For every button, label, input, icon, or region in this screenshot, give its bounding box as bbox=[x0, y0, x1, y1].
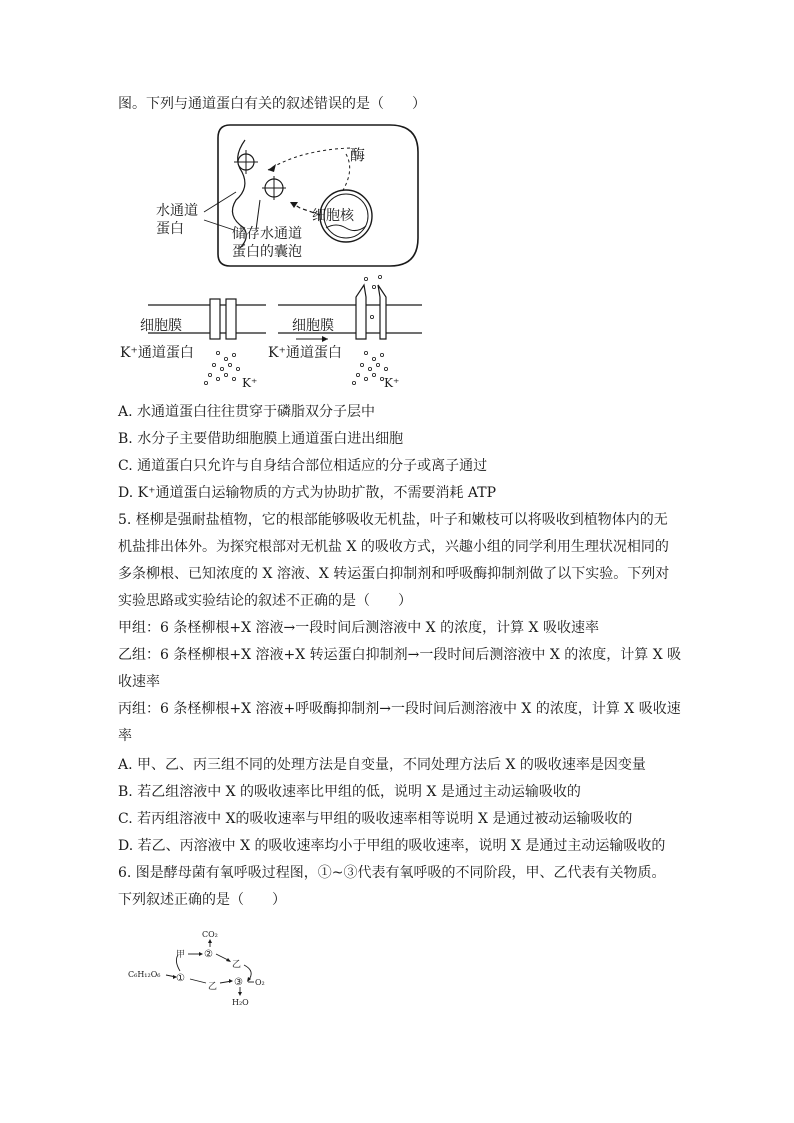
q5-line: 多条柳根、已知浓度的 X 溶液、X 转运蛋白抑制剂和呼吸酶抑制剂做了以下实验。下列对 bbox=[118, 566, 670, 582]
stage2-label: ② bbox=[204, 949, 213, 960]
q5-line: 实验思路或实验结论的叙述不正确的是（ ） bbox=[118, 593, 412, 609]
k-ions-left bbox=[204, 351, 239, 384]
enzyme-label: 酶 bbox=[350, 146, 366, 164]
k-channel-right-a bbox=[356, 285, 366, 339]
channel-left-label: K⁺通道蛋白 bbox=[120, 345, 194, 361]
q4-option-a: A. 水通道蛋白往往贯穿于磷脂双分子层中 bbox=[118, 404, 376, 420]
k-channel-left-b bbox=[226, 299, 236, 339]
vesicle-label-1: 储存水通道 bbox=[232, 226, 302, 242]
water-channel-protein bbox=[234, 150, 258, 174]
h2o-label: H₂O bbox=[232, 998, 249, 1007]
q4-option-c: C. 通道蛋白只允许与自身结合部位相适应的分子或离子通过 bbox=[118, 458, 488, 474]
respiration-figure bbox=[126, 925, 276, 1007]
membrane-left-label: 细胞膜 bbox=[140, 318, 182, 334]
q5-group-yi: 乙组：6 条柽柳根+X 溶液+X 转运蛋白抑制剂→一段时间后测溶液中 X 的浓度，计算 X 吸 bbox=[118, 647, 682, 663]
stage3-label: ③ bbox=[234, 977, 243, 988]
yi-top-label: 乙 bbox=[232, 960, 242, 970]
k-channel-right-b bbox=[378, 285, 386, 339]
q5-option-d: D. 若乙、丙溶液中 X 的吸收速率均小于甲组的吸收速率，说明 X 是通过主动运输吸收的 bbox=[118, 838, 666, 854]
q5-line: 5. 柽柳是强耐盐植物，它的根部能够吸收无机盐，叶子和嫩枝可以将吸收到植物体内的无 bbox=[118, 512, 668, 528]
q5-line: 机盐排出体外。为探究根部对无机盐 X 的吸收方式，兴趣小组的同学利用生理状况相同的 bbox=[118, 539, 669, 555]
stage1-label: ① bbox=[176, 973, 185, 984]
membrane-right-label: 细胞膜 bbox=[292, 318, 334, 334]
channel-vesicle bbox=[262, 176, 286, 200]
channel-right-label: K⁺通道蛋白 bbox=[268, 345, 342, 361]
co2-label: CO₂ bbox=[202, 930, 218, 939]
q5-group-bing-cont: 率 bbox=[118, 728, 132, 744]
q4-option-d: D. K⁺通道蛋白运输物质的方式为协助扩散，不需要消耗 ATP bbox=[118, 485, 497, 501]
k-channel-figure bbox=[118, 275, 438, 395]
ion-right-label: K⁺ bbox=[384, 376, 400, 390]
q5-option-b: B. 若乙组溶液中 X 的吸收速率比甲组的低，说明 X 是通过主动运输吸收的 bbox=[118, 784, 581, 800]
ion-left-label: K⁺ bbox=[242, 376, 258, 390]
q5-option-c: C. 若丙组溶液中 X的吸收速率与甲组的吸收速率相等说明 X 是通过被动运输吸收的 bbox=[118, 811, 633, 827]
k-ions-right bbox=[352, 351, 387, 384]
channel-label-1: 水通道 bbox=[156, 203, 198, 219]
o2-label: O₂ bbox=[255, 978, 265, 987]
vesicle-label-2: 蛋白的囊泡 bbox=[232, 244, 302, 260]
yi-bottom-label: 乙 bbox=[208, 982, 218, 992]
glucose-label: C₆H₁₂O₆ bbox=[128, 970, 161, 979]
nucleus-label: 细胞核 bbox=[312, 208, 354, 224]
k-channel-left-a bbox=[210, 299, 220, 339]
jia-label: 甲 bbox=[176, 950, 186, 960]
q5-group-bing: 丙组：6 条柽柳根+X 溶液+呼吸酶抑制剂→一段时间后测溶液中 X 的浓度，计算 X 吸收速 bbox=[118, 701, 681, 717]
water-channel-figure bbox=[150, 120, 430, 270]
q6-line: 6. 图是酵母菌有氧呼吸过程图，①~③代表有氧呼吸的不同阶段，甲、乙代表有关物质。 bbox=[118, 865, 666, 881]
q4-option-b: B. 水分子主要借助细胞膜上通道蛋白进出细胞 bbox=[118, 431, 404, 447]
channel-label-2: 蛋白 bbox=[156, 221, 184, 237]
q4-stem: 图。下列与通道蛋白有关的叙述错误的是（ ） bbox=[118, 96, 426, 112]
q5-option-a: A. 甲、乙、丙三组不同的处理方法是自变量，不同处理方法后 X 的吸收速率是因变量 bbox=[118, 757, 646, 773]
q6-line: 下列叙述正确的是（ ） bbox=[118, 892, 286, 908]
q5-group-yi-cont: 收速率 bbox=[118, 674, 160, 690]
q5-group-jia: 甲组：6 条柽柳根+X 溶液→一段时间后测溶液中 X 的浓度，计算 X 吸收速率 bbox=[118, 620, 599, 636]
